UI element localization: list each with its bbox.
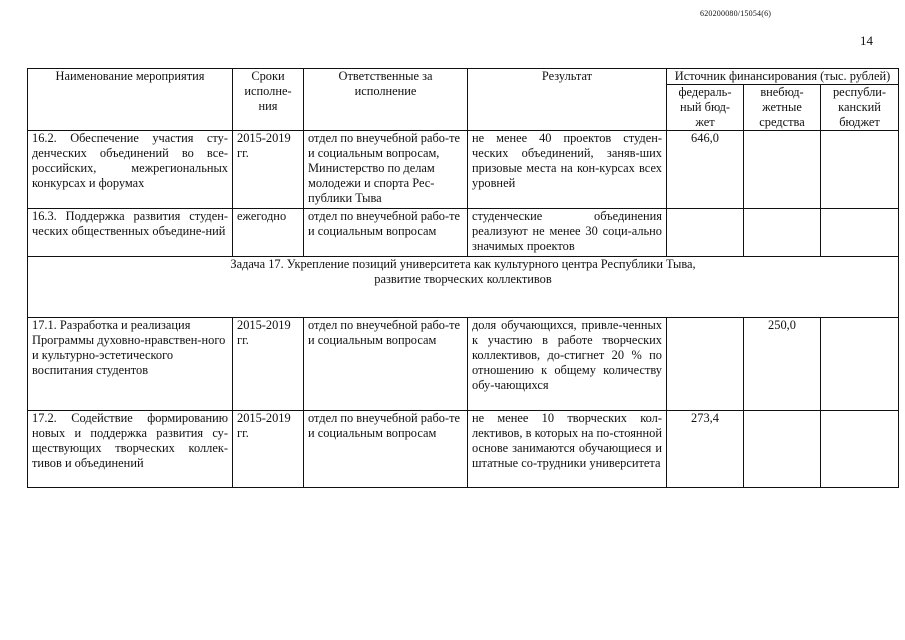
cell-name: 16.2. Обеспечение участия сту-денческих объединений во все-российских, межрегиональных конкурсах и форумах bbox=[28, 131, 233, 209]
cell-name: 16.3. Поддержка развития студен-ческих общественных объедине-ний bbox=[28, 209, 233, 257]
column-header-responsible: Ответственные за исполнение bbox=[304, 69, 468, 131]
activities-table bbox=[27, 68, 899, 488]
cell-extrabudget bbox=[744, 131, 821, 209]
cell-extrabudget bbox=[744, 411, 821, 488]
document-code: 620200080/15054(6) bbox=[700, 9, 772, 18]
cell-result: не менее 10 творческих кол-лективов, в которых на по-стоянной основе занимаются обучающиеся и штатные со-трудники университета bbox=[468, 411, 667, 488]
task-heading bbox=[28, 257, 899, 318]
column-header-republic: республи-канский бюджет bbox=[821, 85, 899, 131]
cell-term: ежегодно bbox=[233, 209, 304, 257]
column-header-name: Наименование мероприятия bbox=[28, 69, 233, 131]
cell-responsible: отдел по внеучебной рабо-те и социальным вопросам bbox=[304, 411, 468, 488]
column-header-financing: Источник финансирования (тыс. рублей) bbox=[667, 69, 899, 85]
cell-extrabudget: 250,0 bbox=[744, 318, 821, 411]
task-title-line-2: развитие творческих коллективов bbox=[374, 272, 552, 286]
task-title-line-1: Задача 17. Укрепление позиций университета как культурного центра Республики Тыва, bbox=[230, 257, 696, 271]
cell-term: 2015-2019 гг. bbox=[233, 318, 304, 411]
cell-republic bbox=[821, 411, 899, 488]
cell-federal bbox=[667, 318, 744, 411]
cell-republic bbox=[821, 131, 899, 209]
table-row bbox=[28, 411, 899, 488]
cell-term: 2015-2019 гг. bbox=[233, 411, 304, 488]
cell-responsible: отдел по внеучебной рабо-те и социальным вопросам bbox=[304, 318, 468, 411]
cell-federal bbox=[667, 209, 744, 257]
table-row bbox=[28, 209, 899, 257]
cell-republic bbox=[821, 209, 899, 257]
table-header-row bbox=[28, 69, 899, 85]
cell-federal: 273,4 bbox=[667, 411, 744, 488]
cell-result: не менее 40 проектов студен-ческих объединений, заняв-ших призовые места на кон-курсах всех уровней bbox=[468, 131, 667, 209]
cell-name: 17.2. Содействие формированию новых и поддержка развития су-ществующих творческих коллек-тивов и объединений bbox=[28, 411, 233, 488]
cell-result: доля обучающихся, привле-ченных к участию в работе творческих коллективов, до-стигнет 20 % по отношению к общему количеству обу-чающихся bbox=[468, 318, 667, 411]
table-row bbox=[28, 131, 899, 209]
column-header-result: Результат bbox=[468, 69, 667, 131]
cell-extrabudget bbox=[744, 209, 821, 257]
page-number: 14 bbox=[860, 33, 873, 48]
column-header-extrabudget: внебюд-жетные средства bbox=[744, 85, 821, 131]
cell-federal: 646,0 bbox=[667, 131, 744, 209]
cell-result: студенческие объединения реализуют не менее 30 соци-ально значимых проектов bbox=[468, 209, 667, 257]
table-row bbox=[28, 318, 899, 411]
cell-name: 17.1. Разработка и реализация Программы духовно-нравствен-ного и культурно-эстетического воспитания студентов bbox=[28, 318, 233, 411]
task-row bbox=[28, 257, 899, 318]
column-header-term: Сроки исполне-ния bbox=[233, 69, 304, 131]
cell-responsible: отдел по внеучебной рабо-те и социальным вопросам, Министерство по делам молодежи и спорта Рес-публики Тыва bbox=[304, 131, 468, 209]
cell-responsible: отдел по внеучебной рабо-те и социальным вопросам bbox=[304, 209, 468, 257]
cell-republic bbox=[821, 318, 899, 411]
cell-term: 2015-2019 гг. bbox=[233, 131, 304, 209]
column-header-federal: федераль-ный бюд-жет bbox=[667, 85, 744, 131]
